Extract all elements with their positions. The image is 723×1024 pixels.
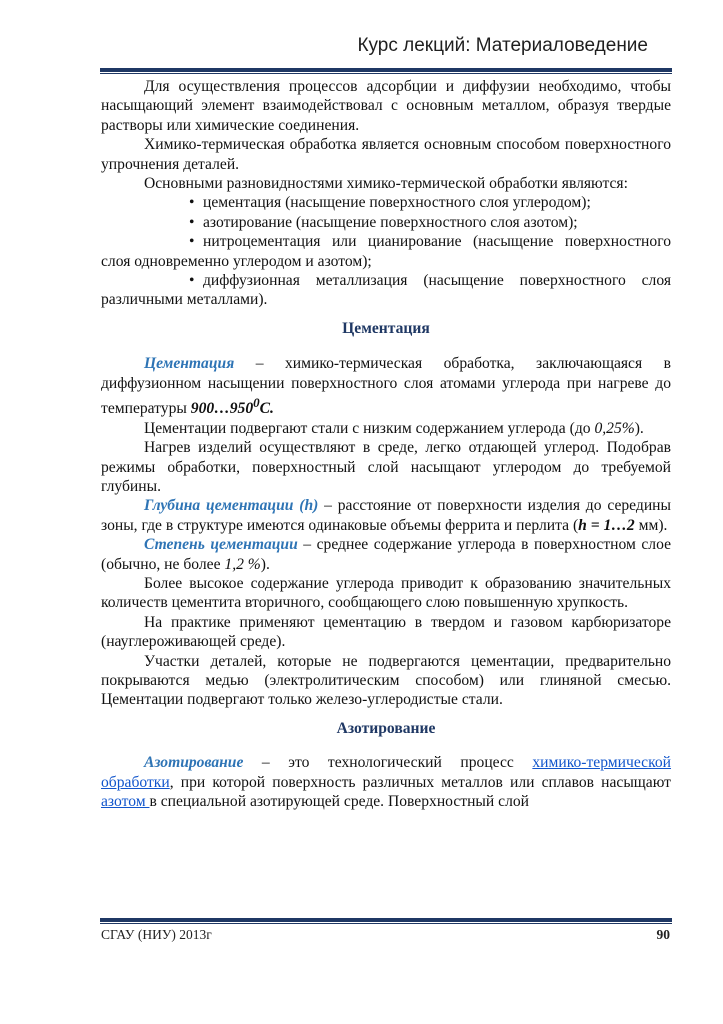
bullet-item: [101, 193, 671, 212]
header-rule-thin: [100, 73, 672, 74]
page-number: 90: [656, 927, 670, 942]
degree-definition: [101, 535, 671, 574]
cementation-paragraph-8: Участки деталей, которые не подвергаются цементации, предварительно покрываются медью (электролитическим способом) или глиняной смесью. Цементации подвергают только железо-углеродистые стали.: [101, 652, 671, 709]
text: Цементации подвергают стали с низким содержанием углерода (до: [144, 419, 595, 437]
text: ).: [634, 419, 644, 437]
bullet-item: [101, 232, 671, 271]
intro-paragraph-1: Для осуществления процессов адсорбции и диффузии необходимо, чтобы насыщающий элемент взаимодействовал с основным металлом, образуя твердые растворы или химические соединения.: [101, 78, 671, 134]
text: – расстояние от поверхности изделия до середины зоны, где в структуре имеются одинаковые объемы феррита и перлита (: [101, 497, 671, 534]
term-cementation: Цементация: [144, 355, 235, 373]
bullet-icon: •: [189, 194, 195, 212]
text: в специальной азотирующей среде. Поверхностный слой: [149, 793, 530, 810]
bullet-text: азотирование (насыщение поверхностного слоя азотом);: [203, 213, 578, 231]
link-chemical-thermal-treatment[interactable]: химико-термической обработки: [101, 754, 671, 791]
cementation-paragraph-6: Более высокое содержание углерода приводит к образованию значительных количеств цементита вторичного, сообщающего слою повышенную хрупкость.: [101, 574, 671, 612]
carbon-percent: 0,25%: [594, 419, 635, 437]
temperature-unit: С.: [259, 400, 274, 418]
page-body: [101, 77, 671, 811]
nitriding-definition: [101, 753, 671, 811]
bullet-text: цементация (насыщение поверхностного слоя углеродом);: [203, 194, 591, 212]
header-rule: [100, 68, 672, 72]
text: – среднее содержание углерода в поверхностном слое (обычно, не более: [101, 536, 671, 573]
page-header-title: Курс лекций: Материаловедение: [357, 35, 648, 56]
depth-formula: h = 1…2: [578, 516, 635, 534]
depth-definition: [101, 496, 671, 535]
text: мм).: [634, 516, 668, 534]
text: ).: [260, 555, 270, 573]
cementation-paragraph-3: Нагрев изделий осуществляют в среде, легко отдающей углерод. Подобрав режимы обработки, поверхностный слой насыщают углеродом до требуемой глубины.: [101, 439, 671, 495]
temperature-value: 900…950: [190, 400, 254, 418]
cementation-paragraph-2: [101, 419, 671, 438]
cementation-paragraph-7: На практике применяют цементацию в твердом и газовом карбюризаторе (науглероживающей среде).: [101, 613, 671, 651]
footer-institution: СГАУ (НИУ) 2013г: [101, 927, 212, 942]
link-nitrogen[interactable]: азотом: [101, 793, 150, 810]
section-heading-nitriding: Азотирование: [336, 719, 436, 737]
text: – это технологический процесс: [243, 754, 533, 772]
term-degree: Степень цементации: [144, 536, 298, 554]
intro-paragraph-3: Основными разновидностями химико-термической обработки являются:: [144, 175, 628, 193]
cementation-definition: [101, 354, 671, 418]
footer-rule-thin: [100, 923, 672, 924]
intro-paragraph-2: Химико-термическая обработка является основным способом поверхностного упрочнения деталей.: [101, 136, 671, 173]
bullet-icon: •: [189, 272, 195, 290]
section-heading-cementation: Цементация: [342, 319, 430, 337]
text: , при которой поверхность различных металлов или сплавов насыщают: [169, 773, 671, 791]
bullet-icon: •: [189, 213, 195, 231]
term-nitriding: Азотирование: [144, 754, 244, 772]
term-depth: Глубина цементации (h): [144, 497, 319, 515]
bullet-text: нитроцементация или цианирование (насыщение поверхностного слоя одновременно углеродом и азотом);: [101, 233, 671, 270]
degree-sup: 0: [253, 395, 260, 411]
definition-text: – химико-термическая обработка, заключающаяся в диффузионном насыщении поверхностного слоя атомами углерода при нагреве до температуры: [101, 355, 671, 418]
bullet-item: [101, 271, 671, 310]
degree-value: 1,2 %: [224, 555, 261, 573]
bullet-item: [101, 213, 671, 232]
footer-rule: [100, 918, 672, 922]
bullet-icon: •: [189, 233, 195, 251]
bullet-text: диффузионная металлизация (насыщение поверхностного слоя различными металлами).: [101, 272, 671, 309]
